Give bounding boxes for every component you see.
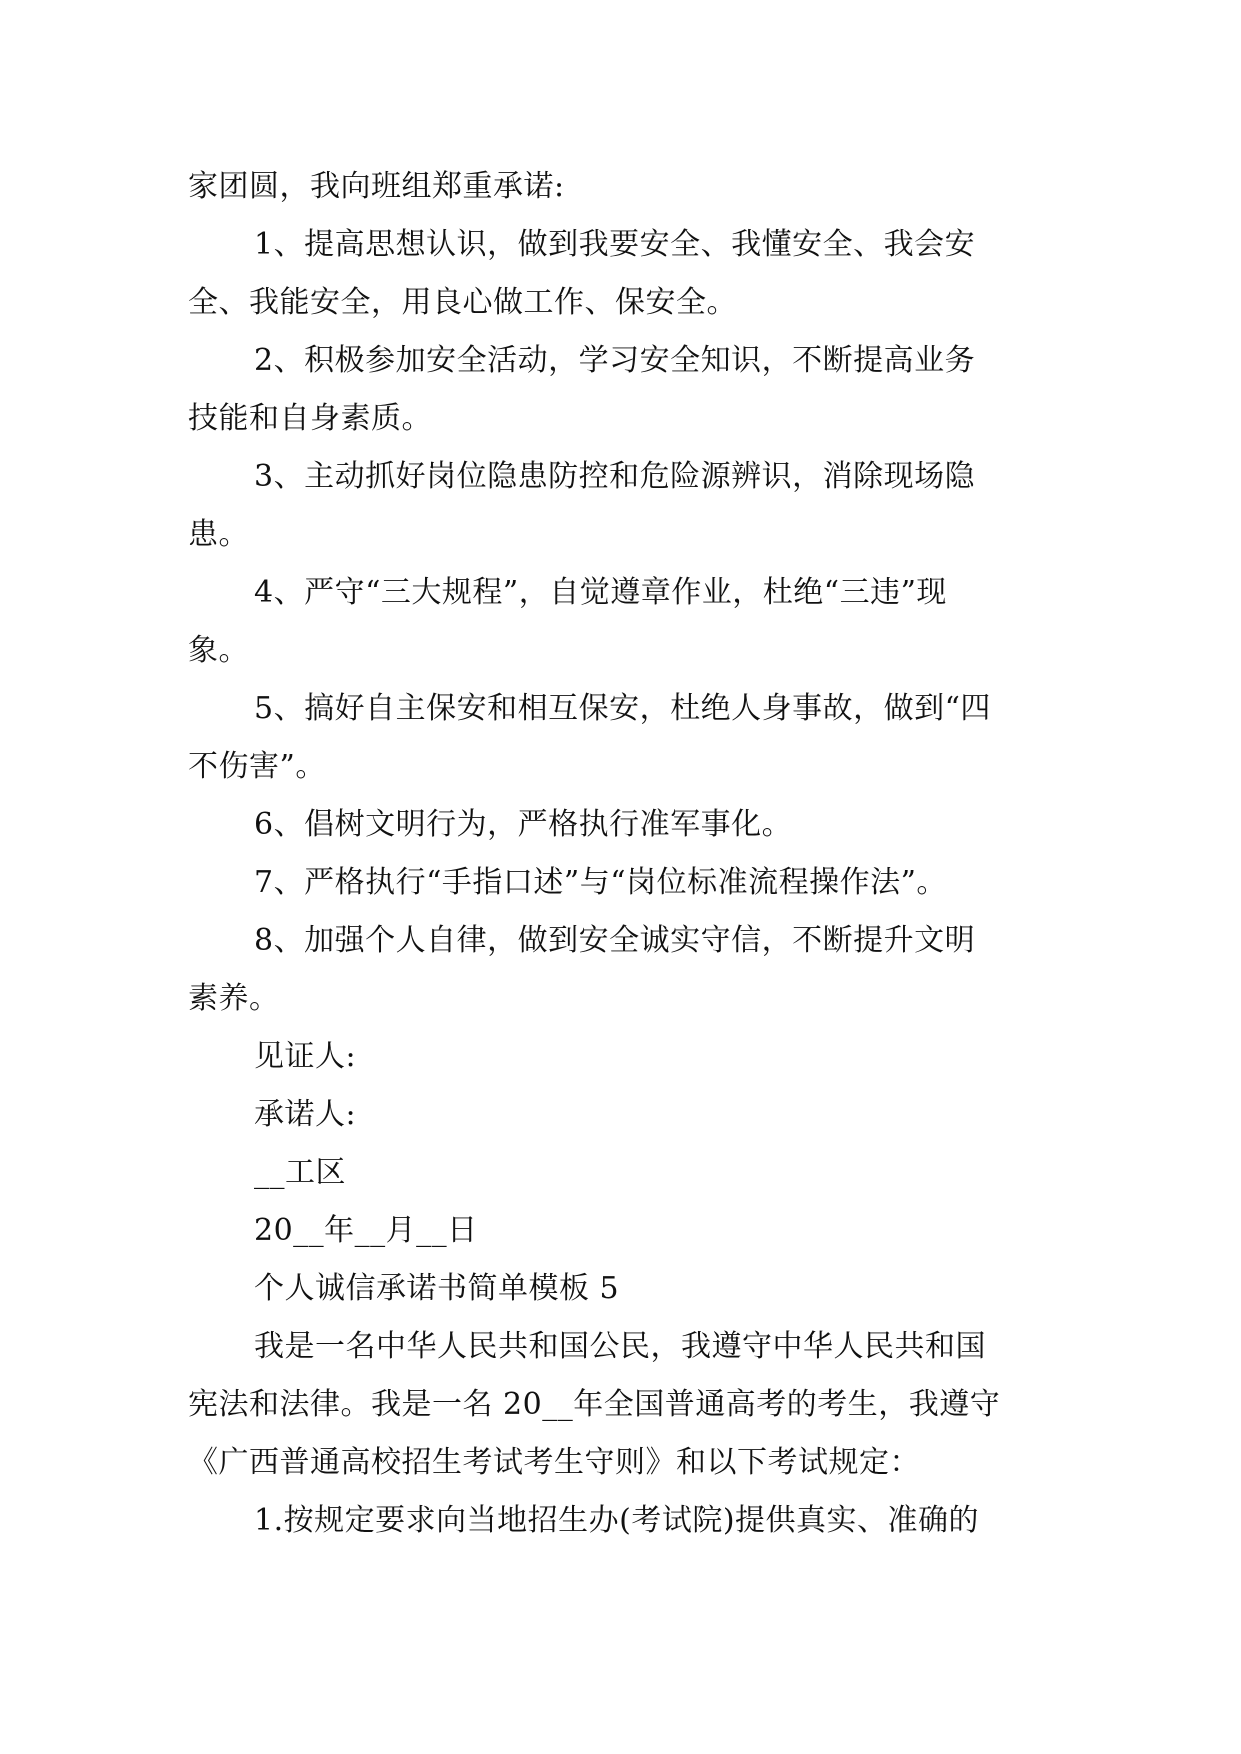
text-line: 家团圆，我向班组郑重承诺: — [188, 169, 565, 204]
text-line: 全、我能安全，用良心做工作、保安全。 — [188, 285, 737, 320]
list-item-1: 1、提高思想认识，做到我要安全、我懂安全、我会安 — [254, 227, 976, 262]
date-line: 20__年__月__日 — [254, 1213, 478, 1248]
text-line: 技能和自身素质。 — [188, 401, 432, 436]
paragraph-line: 《广西普通高校招生考试考生守则》和以下考试规定： — [188, 1445, 920, 1480]
list-item-8: 8、加强个人自律，做到安全诚实守信，不断提升文明 — [254, 923, 976, 958]
text-line: 素养。 — [188, 981, 280, 1016]
list-item-4: 4、严守“三大规程”，自觉遵章作业，杜绝“三违”现 — [254, 575, 947, 610]
witness-label: 见证人: — [254, 1039, 357, 1074]
list-item-3: 3、主动抓好岗位隐患防控和危险源辨识，消除现场隐 — [254, 459, 976, 494]
list-item-2: 2、积极参加安全活动，学习安全知识，不断提高业务 — [254, 343, 976, 378]
list-item-7: 7、严格执行“手指口述”与“岗位标准流程操作法”。 — [254, 865, 947, 900]
list-item-5: 5、搞好自主保安和相互保安，杜绝人身事故，做到“四 — [254, 691, 991, 726]
list-item-6: 6、倡树文明行为，严格执行准军事化。 — [254, 807, 793, 842]
text-line: 患。 — [188, 517, 249, 552]
paragraph-line: 我是一名中华人民共和国公民，我遵守中华人民共和国 — [254, 1329, 986, 1364]
section-title: 个人诚信承诺书简单模板 5 — [254, 1271, 620, 1306]
document-body — [188, 158, 1054, 1550]
promisor-label: 承诺人: — [254, 1097, 357, 1132]
text-line: 象。 — [188, 633, 249, 668]
text-line: 不伤害”。 — [188, 749, 326, 784]
paragraph-line: 宪法和法律。我是一名 20__年全国普通高考的考生，我遵守 — [188, 1387, 1001, 1422]
work-area-label: __工区 — [254, 1155, 346, 1190]
list-item-rule-1: 1.按规定要求向当地招生办(考试院)提供真实、准确的 — [254, 1503, 980, 1538]
